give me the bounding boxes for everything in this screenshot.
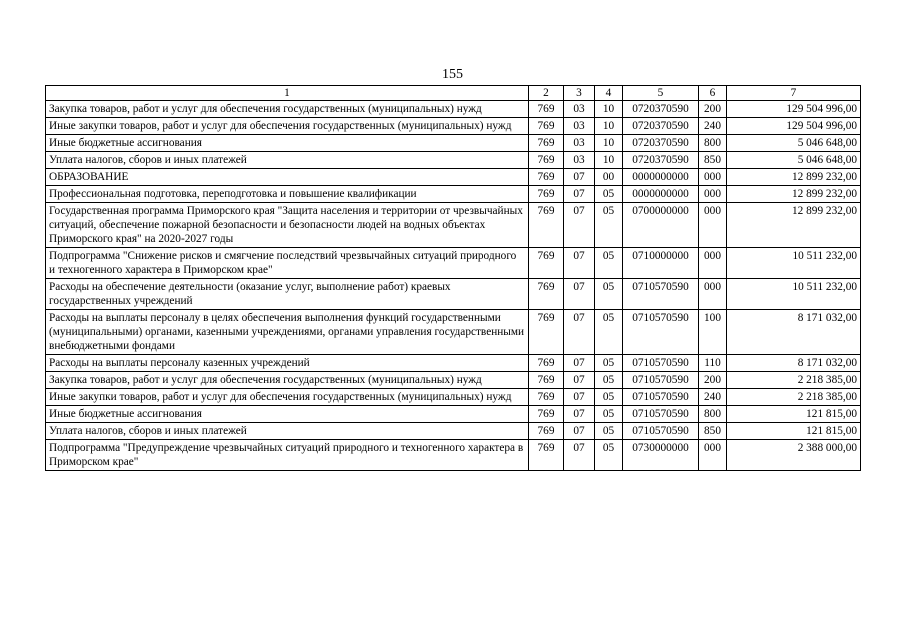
- code-target-cell: 0000000000: [623, 169, 699, 186]
- code-admin-cell: 769: [529, 406, 564, 423]
- code-section-cell: 07: [564, 279, 595, 310]
- amount-cell: 8 171 032,00: [727, 355, 861, 372]
- code-expense-type-cell: 200: [699, 101, 727, 118]
- page-number: 155: [442, 67, 463, 82]
- column-header: 1: [46, 86, 529, 101]
- code-admin-cell: 769: [529, 423, 564, 440]
- code-subsection-cell: 05: [595, 389, 623, 406]
- code-expense-type-cell: 850: [699, 423, 727, 440]
- code-section-cell: 07: [564, 406, 595, 423]
- row-name-cell: ОБРАЗОВАНИЕ: [46, 169, 529, 186]
- code-section-cell: 07: [564, 169, 595, 186]
- code-section-cell: 07: [564, 310, 595, 355]
- code-target-cell: 0720370590: [623, 135, 699, 152]
- code-section-cell: 07: [564, 248, 595, 279]
- amount-cell: 2 218 385,00: [727, 389, 861, 406]
- code-section-cell: 03: [564, 101, 595, 118]
- table-row: [46, 406, 861, 423]
- code-section-cell: 07: [564, 440, 595, 471]
- code-admin-cell: 769: [529, 186, 564, 203]
- row-name-cell: Уплата налогов, сборов и иных платежей: [46, 152, 529, 169]
- code-subsection-cell: 10: [595, 118, 623, 135]
- code-admin-cell: 769: [529, 355, 564, 372]
- row-name-cell: Профессиональная подготовка, переподготовка и повышение квалификации: [46, 186, 529, 203]
- code-expense-type-cell: 200: [699, 372, 727, 389]
- code-subsection-cell: 05: [595, 355, 623, 372]
- code-section-cell: 07: [564, 186, 595, 203]
- code-admin-cell: 769: [529, 279, 564, 310]
- code-section-cell: 07: [564, 423, 595, 440]
- code-target-cell: 0730000000: [623, 440, 699, 471]
- row-name-cell: Расходы на выплаты персоналу казенных учреждений: [46, 355, 529, 372]
- code-subsection-cell: 10: [595, 135, 623, 152]
- amount-cell: 8 171 032,00: [727, 310, 861, 355]
- table-row: [46, 372, 861, 389]
- column-header: 6: [699, 86, 727, 101]
- row-name-cell: Иные закупки товаров, работ и услуг для обеспечения государственных (муниципальных) нужд: [46, 118, 529, 135]
- code-target-cell: 0710570590: [623, 423, 699, 440]
- column-header: 3: [564, 86, 595, 101]
- column-header: 7: [727, 86, 861, 101]
- code-subsection-cell: 00: [595, 169, 623, 186]
- table-row: [46, 389, 861, 406]
- code-admin-cell: 769: [529, 135, 564, 152]
- row-name-cell: Закупка товаров, работ и услуг для обеспечения государственных (муниципальных) нужд: [46, 372, 529, 389]
- table-row: [46, 118, 861, 135]
- row-name-cell: Иные закупки товаров, работ и услуг для обеспечения государственных (муниципальных) нужд: [46, 389, 529, 406]
- code-target-cell: 0720370590: [623, 118, 699, 135]
- row-name-cell: Расходы на обеспечение деятельности (оказание услуг, выполнение работ) краевых государственных учреждений: [46, 279, 529, 310]
- code-expense-type-cell: 240: [699, 389, 727, 406]
- amount-cell: 121 815,00: [727, 406, 861, 423]
- code-expense-type-cell: 240: [699, 118, 727, 135]
- amount-cell: 5 046 648,00: [727, 152, 861, 169]
- code-subsection-cell: 05: [595, 440, 623, 471]
- code-target-cell: 0710000000: [623, 248, 699, 279]
- code-admin-cell: 769: [529, 389, 564, 406]
- table-row: [46, 279, 861, 310]
- code-expense-type-cell: 110: [699, 355, 727, 372]
- code-expense-type-cell: 100: [699, 310, 727, 355]
- row-name-cell: Подпрограмма "Снижение рисков и смягчение последствий чрезвычайных ситуаций природного и техногенного характера в Приморском крае": [46, 248, 529, 279]
- row-name-cell: Иные бюджетные ассигнования: [46, 406, 529, 423]
- amount-cell: 5 046 648,00: [727, 135, 861, 152]
- code-admin-cell: 769: [529, 169, 564, 186]
- code-subsection-cell: 05: [595, 372, 623, 389]
- table-row: [46, 169, 861, 186]
- table-row: [46, 186, 861, 203]
- code-section-cell: 07: [564, 372, 595, 389]
- code-target-cell: 0710570590: [623, 406, 699, 423]
- code-target-cell: 0700000000: [623, 203, 699, 248]
- code-admin-cell: 769: [529, 248, 564, 279]
- code-target-cell: 0710570590: [623, 310, 699, 355]
- code-subsection-cell: 05: [595, 203, 623, 248]
- code-admin-cell: 769: [529, 440, 564, 471]
- code-target-cell: 0000000000: [623, 186, 699, 203]
- code-admin-cell: 769: [529, 101, 564, 118]
- table-row: [46, 423, 861, 440]
- code-expense-type-cell: 850: [699, 152, 727, 169]
- code-expense-type-cell: 000: [699, 440, 727, 471]
- amount-cell: 10 511 232,00: [727, 279, 861, 310]
- row-name-cell: Иные бюджетные ассигнования: [46, 135, 529, 152]
- code-expense-type-cell: 000: [699, 203, 727, 248]
- code-expense-type-cell: 000: [699, 186, 727, 203]
- code-section-cell: 07: [564, 203, 595, 248]
- code-target-cell: 0710570590: [623, 355, 699, 372]
- row-name-cell: Расходы на выплаты персоналу в целях обеспечения выполнения функций государственными (муниципальными) органами, казенными учреждениями, органами управления государственными внебюджетными фондами: [46, 310, 529, 355]
- code-admin-cell: 769: [529, 152, 564, 169]
- amount-cell: 2 218 385,00: [727, 372, 861, 389]
- column-header: 5: [623, 86, 699, 101]
- table-row: [46, 310, 861, 355]
- row-name-cell: Подпрограмма "Предупреждение чрезвычайных ситуаций природного и техногенного характера в Приморском крае": [46, 440, 529, 471]
- code-expense-type-cell: 000: [699, 279, 727, 310]
- row-name-cell: Уплата налогов, сборов и иных платежей: [46, 423, 529, 440]
- amount-cell: 12 899 232,00: [727, 169, 861, 186]
- amount-cell: 10 511 232,00: [727, 248, 861, 279]
- code-subsection-cell: 05: [595, 186, 623, 203]
- code-expense-type-cell: 000: [699, 169, 727, 186]
- table-row: [46, 135, 861, 152]
- code-section-cell: 03: [564, 135, 595, 152]
- header-row: [46, 86, 861, 101]
- code-section-cell: 03: [564, 118, 595, 135]
- code-subsection-cell: 10: [595, 152, 623, 169]
- code-expense-type-cell: 800: [699, 406, 727, 423]
- code-subsection-cell: 05: [595, 279, 623, 310]
- code-admin-cell: 769: [529, 118, 564, 135]
- code-expense-type-cell: 800: [699, 135, 727, 152]
- code-subsection-cell: 05: [595, 406, 623, 423]
- column-header: 2: [529, 86, 564, 101]
- table-row: [46, 152, 861, 169]
- code-section-cell: 07: [564, 355, 595, 372]
- code-subsection-cell: 05: [595, 423, 623, 440]
- code-admin-cell: 769: [529, 372, 564, 389]
- code-target-cell: 0710570590: [623, 389, 699, 406]
- table-row: [46, 203, 861, 248]
- column-header: 4: [595, 86, 623, 101]
- amount-cell: 12 899 232,00: [727, 186, 861, 203]
- code-target-cell: 0710570590: [623, 279, 699, 310]
- row-name-cell: Закупка товаров, работ и услуг для обеспечения государственных (муниципальных) нужд: [46, 101, 529, 118]
- table-row: [46, 101, 861, 118]
- code-subsection-cell: 05: [595, 310, 623, 355]
- budget-table: [45, 85, 861, 471]
- code-subsection-cell: 05: [595, 248, 623, 279]
- code-target-cell: 0720370590: [623, 101, 699, 118]
- code-target-cell: 0710570590: [623, 372, 699, 389]
- amount-cell: 121 815,00: [727, 423, 861, 440]
- code-admin-cell: 769: [529, 203, 564, 248]
- amount-cell: 129 504 996,00: [727, 118, 861, 135]
- table-row: [46, 355, 861, 372]
- code-target-cell: 0720370590: [623, 152, 699, 169]
- table-row: [46, 440, 861, 471]
- table-row: [46, 248, 861, 279]
- code-section-cell: 07: [564, 389, 595, 406]
- code-section-cell: 03: [564, 152, 595, 169]
- amount-cell: 129 504 996,00: [727, 101, 861, 118]
- row-name-cell: Государственная программа Приморского края "Защита населения и территории от чрезвычайных ситуаций, обеспечение пожарной безопасности и безопасности людей на водных объектах Приморского края" на 2020-2027 годы: [46, 203, 529, 248]
- amount-cell: 2 388 000,00: [727, 440, 861, 471]
- code-admin-cell: 769: [529, 310, 564, 355]
- code-expense-type-cell: 000: [699, 248, 727, 279]
- code-subsection-cell: 10: [595, 101, 623, 118]
- amount-cell: 12 899 232,00: [727, 203, 861, 248]
